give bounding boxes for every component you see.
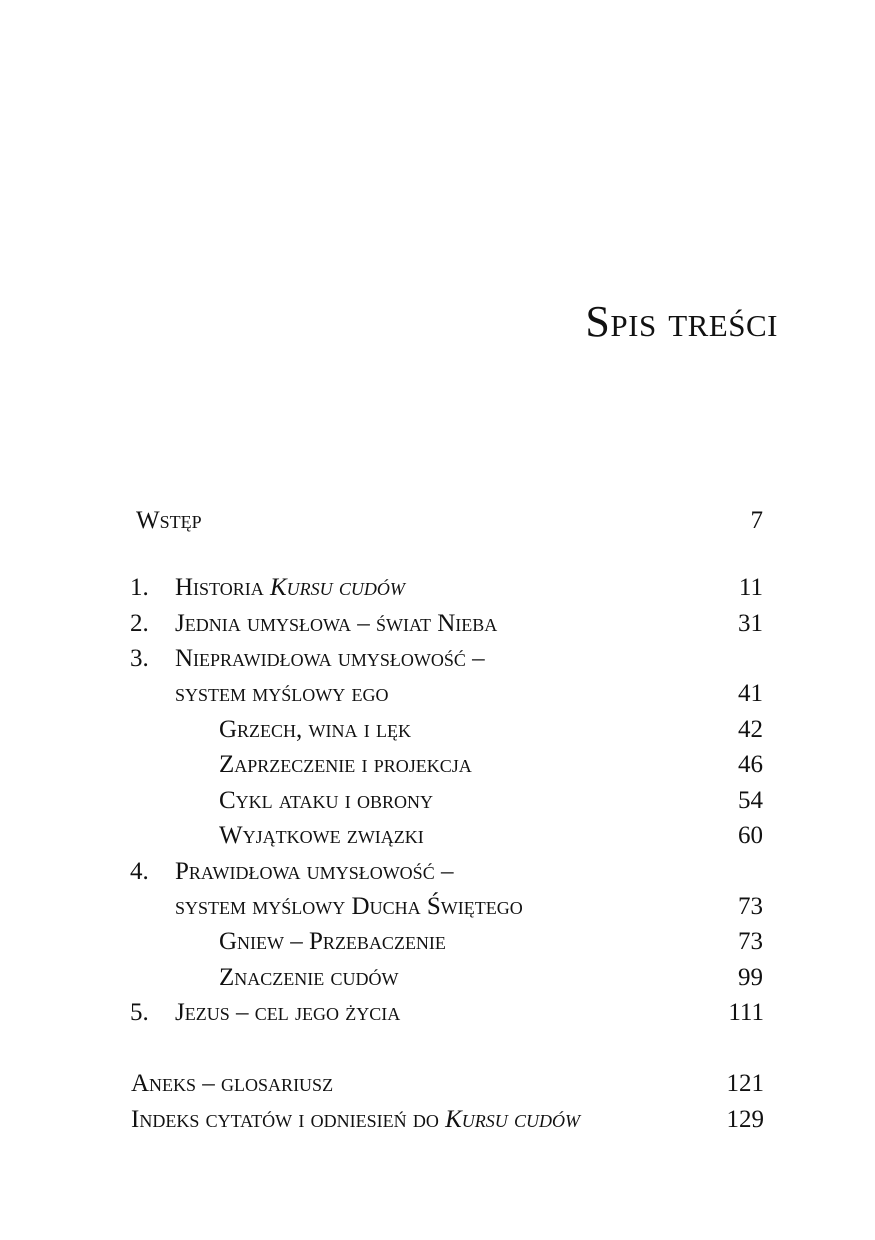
toc-label: Wyjątkowe związki [219, 822, 424, 849]
toc-chapter-number: 1. [130, 574, 149, 601]
toc-entry-4-line1[interactable] [0, 855, 875, 889]
toc-label: Jezus – cel jego życia [175, 999, 401, 1026]
toc-entry-4a[interactable] [0, 925, 875, 959]
toc-entry-3b[interactable] [0, 748, 875, 782]
toc-entry-1[interactable] [0, 571, 875, 605]
toc-label [131, 1103, 580, 1137]
toc-entry-wstep[interactable] [0, 504, 875, 538]
toc-page-number: 42 [738, 716, 763, 743]
toc-label-italic: Kursu cudów [269, 574, 405, 601]
toc-page-number: 111 [728, 999, 764, 1026]
toc-label: Zaprzeczenie i projekcja [219, 751, 472, 778]
toc-label-text: Indeks cytatów i odniesień do [131, 1106, 446, 1133]
toc-label: Cykl ataku i obrony [219, 787, 433, 814]
toc-label: system myślowy Ducha Świętego [175, 893, 523, 920]
toc-entry-aneks[interactable] [0, 1067, 875, 1101]
toc-label: Grzech, wina i lęk [219, 716, 412, 743]
toc-entry-2[interactable] [0, 607, 875, 641]
toc-label: Znaczenie cudów [219, 964, 399, 991]
toc-label: system myślowy ego [175, 680, 389, 707]
toc-label: Jednia umysłowa – świat Nieba [175, 610, 498, 637]
toc-chapter-number: 4. [130, 858, 149, 885]
toc-label-italic: Kursu cudów [445, 1106, 581, 1133]
toc-chapter-number: 5. [130, 999, 149, 1026]
toc-entry-3d[interactable] [0, 819, 875, 853]
toc-label-text: Historia [175, 574, 270, 601]
toc-page-number: 129 [726, 1106, 764, 1133]
toc-entry-indeks[interactable] [0, 1103, 875, 1137]
toc-page-number: 41 [738, 680, 763, 707]
toc-page-number: 31 [738, 610, 763, 637]
toc-page-number: 60 [738, 822, 763, 849]
toc-entry-4-line2[interactable] [0, 890, 875, 924]
toc-entry-3c[interactable] [0, 784, 875, 818]
toc-page-number: 99 [738, 964, 763, 991]
toc-label [175, 571, 405, 605]
toc-entry-5[interactable] [0, 996, 875, 1030]
toc-page-number: 7 [750, 507, 763, 534]
page-title: Spis treści [585, 297, 778, 346]
toc-entry-3a[interactable] [0, 713, 875, 747]
toc-label: Nieprawidłowa umysłowość – [175, 645, 485, 672]
toc-label: Gniew – Przebaczenie [219, 928, 446, 955]
toc-entry-3-line2[interactable] [0, 677, 875, 711]
toc-page-number: 46 [738, 751, 763, 778]
toc-page-number: 11 [738, 574, 763, 601]
toc-chapter-number: 2. [130, 610, 149, 637]
toc-label: Wstęp [136, 507, 202, 534]
toc-entry-4b[interactable] [0, 961, 875, 995]
toc-page-number: 73 [738, 893, 763, 920]
toc-chapter-number: 3. [130, 645, 149, 672]
toc-label: Prawidłowa umysłowość – [175, 858, 454, 885]
toc-page-number: 73 [738, 928, 763, 955]
toc-page-number: 121 [726, 1070, 764, 1097]
toc-entry-3-line1[interactable] [0, 642, 875, 676]
toc-page-number: 54 [738, 787, 763, 814]
toc-label: Aneks – glosariusz [131, 1070, 334, 1097]
